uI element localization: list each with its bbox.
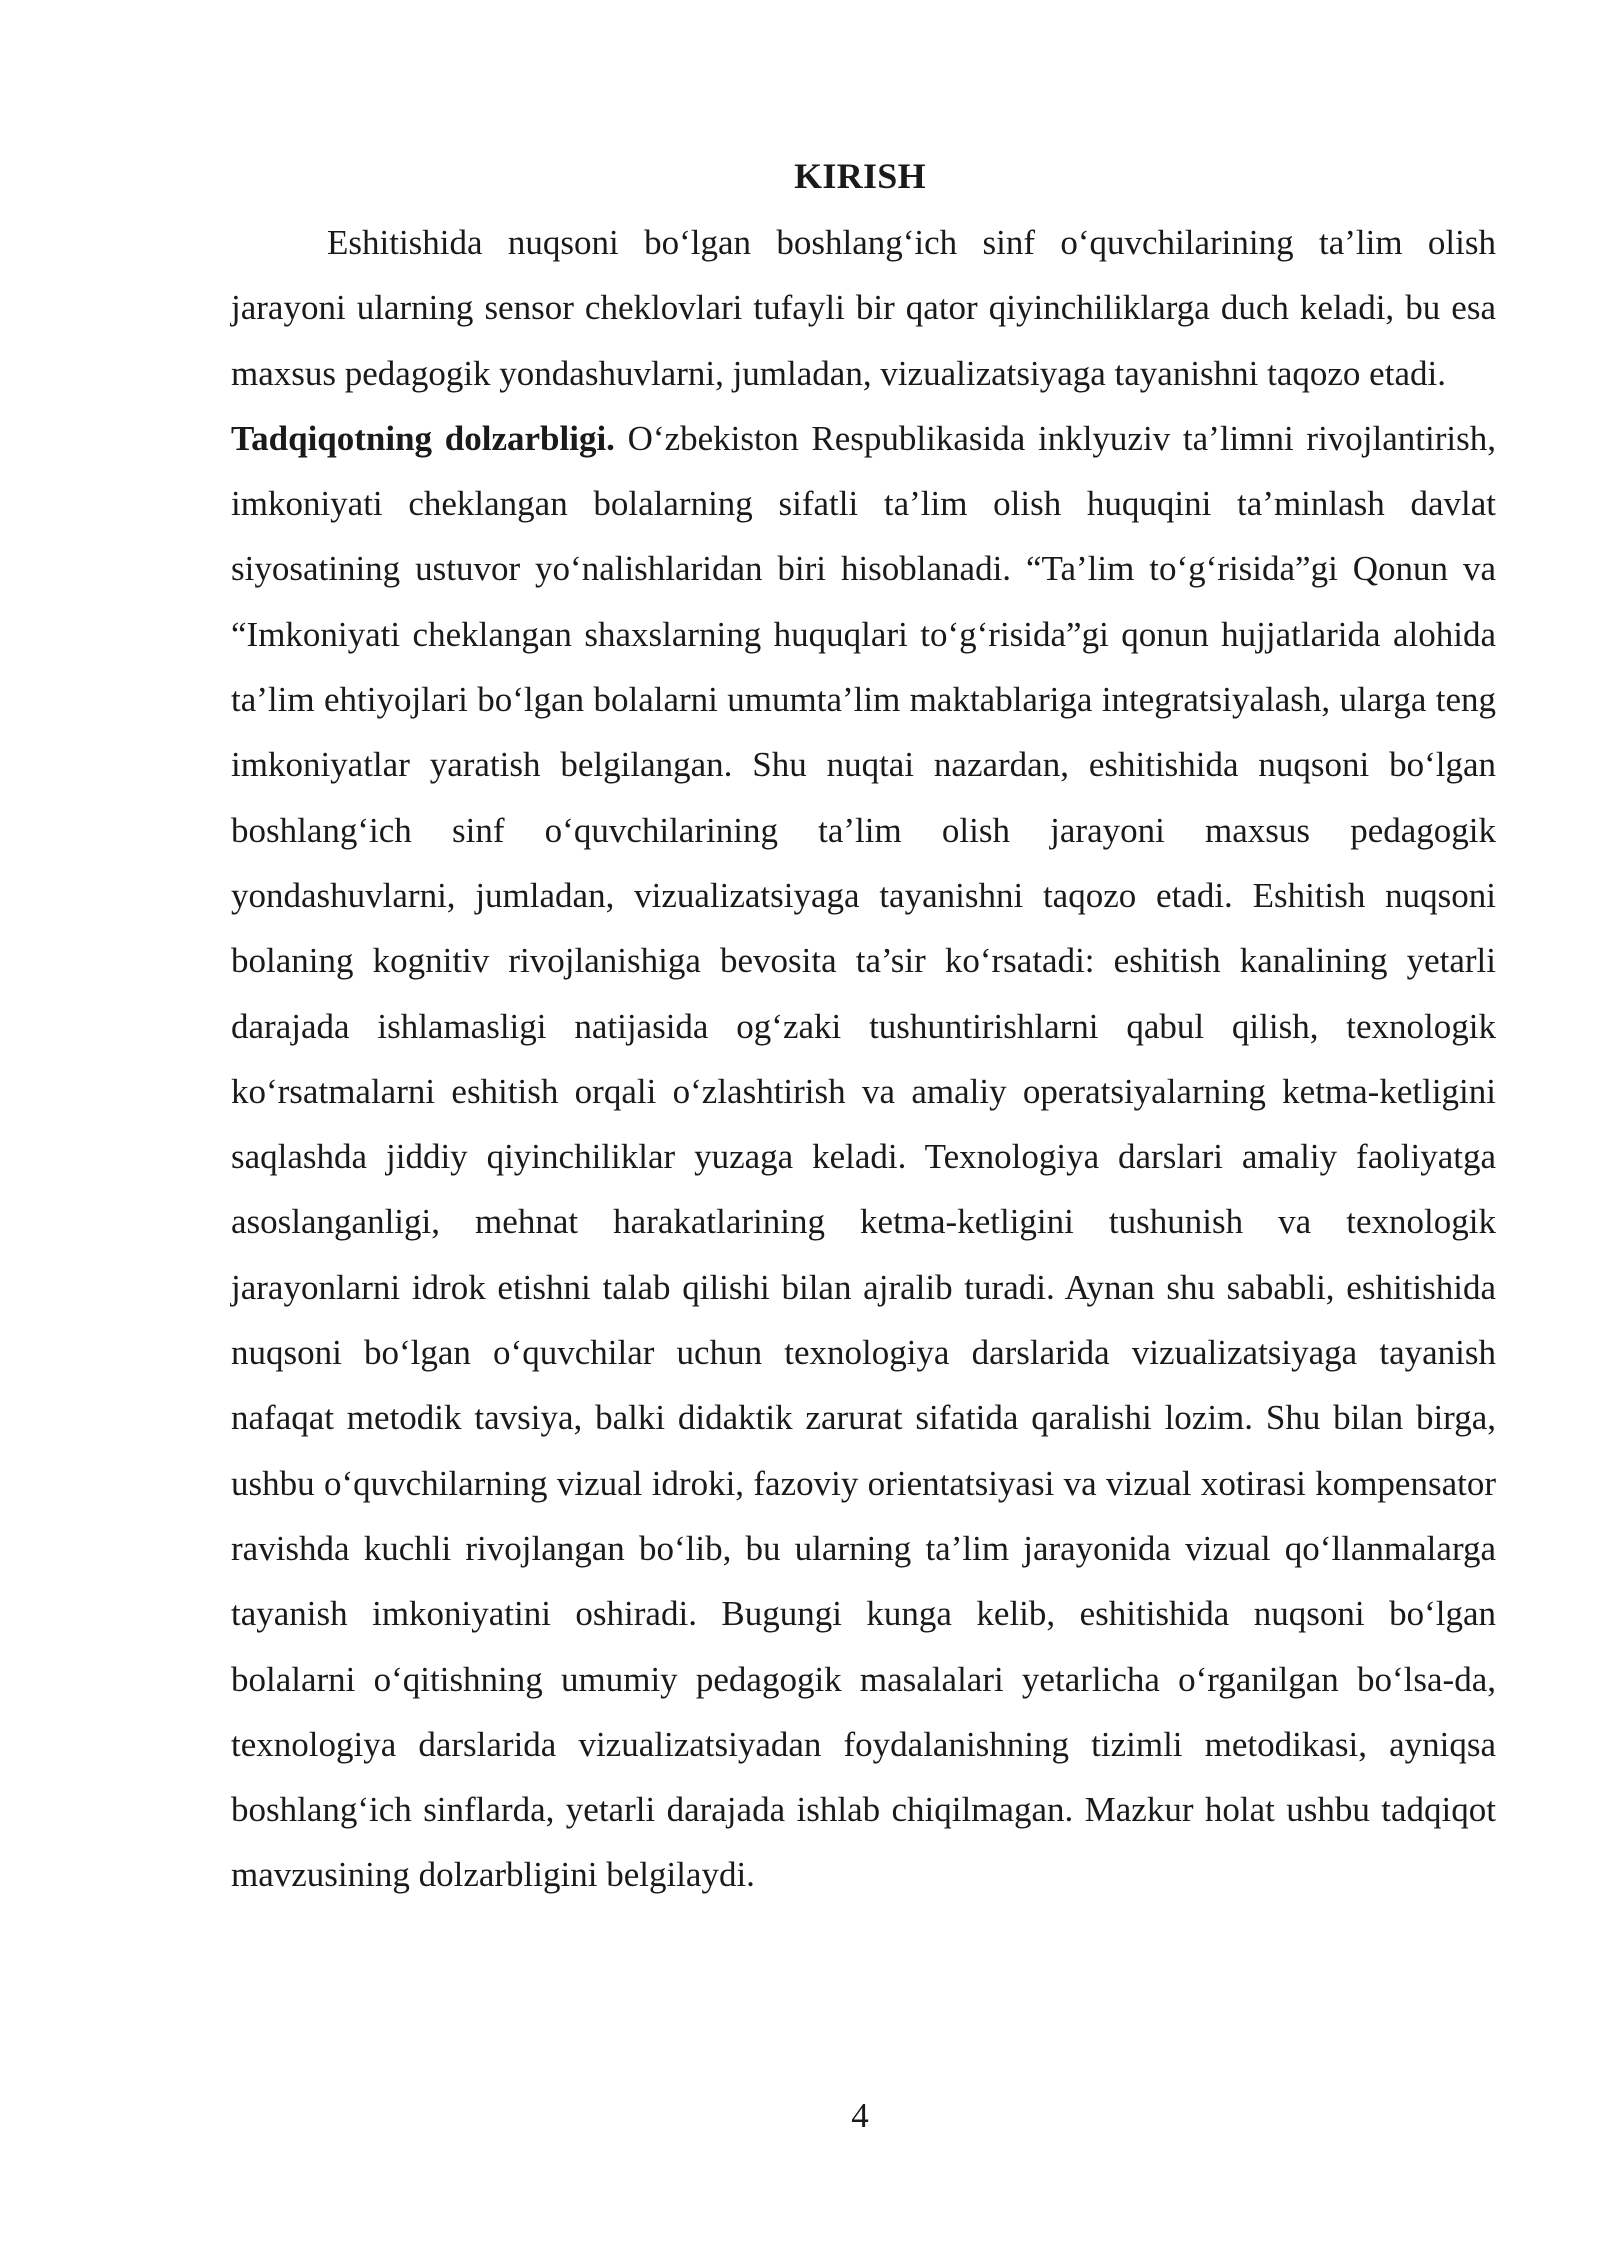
page-number: 4: [851, 2096, 869, 2135]
intro-paragraph: [231, 210, 1496, 406]
relevance-paragraph: [231, 406, 1496, 1908]
section-heading: KIRISH: [794, 156, 926, 196]
relevance-paragraph-text: O‘zbekiston Respublikasida inklyuziv ta’limni rivojlantirish, imkoniyati cheklangan bolalarning sifatli ta’lim olish huquqini ta’minlash davlat siyosatining ustuvor yo‘nalishlaridan biri hisoblanadi. “Ta’lim to‘g‘risida”gi Qonun va “Imkoniyati cheklangan shaxslarning huquqlari to‘g‘risida”gi qonun hujjatlarida alohida ta’lim ehtiyojlari bo‘lgan bolalarni umumta’lim maktablariga integratsiyalash, ularga teng imkoniyatlar yaratish belgilangan. Shu nuqtai nazardan, eshitishida nuqsoni bo‘lgan boshlang‘ich sinf o‘quvchilarining ta’lim olish jarayoni maxsus pedagogik yondashuvlarni, jumladan, vizualizatsiyaga tayanishni taqozo etadi. Eshitish nuqsoni bolaning kognitiv rivojlanishiga bevosita ta’sir ko‘rsatadi: eshitish kanalining yetarli darajada ishlamasligi natijasida og‘zaki tushuntirishlarni qabul qilish, texnologik ko‘rsatmalarni eshitish orqali o‘zlashtirish va amaliy operatsiyalarning ketma-ketligini saqlashda jiddiy qiyinchiliklar yuzaga keladi. Texnologiya darslari amaliy faoliyatga asoslanganligi, mehnat harakatlarining ketma-ketligini tushunish va texnologik jarayonlarni idrok etishni talab qilishi bilan ajralib turadi. Aynan shu sababli, eshitishida nuqsoni bo‘lgan o‘quvchilar uchun texnologiya darslarida vizualizatsiyaga tayanish nafaqat metodik tavsiya, balki didaktik zarurat sifatida qaralishi lozim. Shu bilan birga, ushbu o‘quvchilarning vizual idroki, fazoviy orientatsiyasi va vizual xotirasi kompensator ravishda kuchli rivojlangan bo‘lib, bu ularning ta’lim jarayonida vizual qo‘llanmalarga tayanish imkoniyatini oshiradi. Bugungi kunga kelib, eshitishida nuqsoni bo‘lgan bolalarni o‘qitishning umumiy pedagogik masalalari yetarlicha o‘rganilgan bo‘lsa-da, texnologiya darslarida vizualizatsiyadan foydalanishning tizimli metodikasi, ayniqsa boshlang‘ich sinflarda, yetarli darajada ishlab chiqilmagan. Mazkur holat ushbu tadqiqot mavzusining dolzarbligini belgilaydi.: [231, 418, 1496, 1895]
intro-paragraph-text: Eshitishida nuqsoni bo‘lgan boshlang‘ich sinf o‘quvchilarining ta’lim olish jarayoni ularning sensor cheklovlari tufayli bir qator qiyinchiliklarga duch keladi, bu esa maxsus pedagogik yondashuvlarni, jumladan, vizualizatsiyaga tayanishni taqozo etadi.: [231, 223, 1496, 393]
relevance-paragraph-lead: Tadqiqotning dolzarbligi.: [231, 418, 615, 458]
document-body: [231, 210, 1496, 1908]
